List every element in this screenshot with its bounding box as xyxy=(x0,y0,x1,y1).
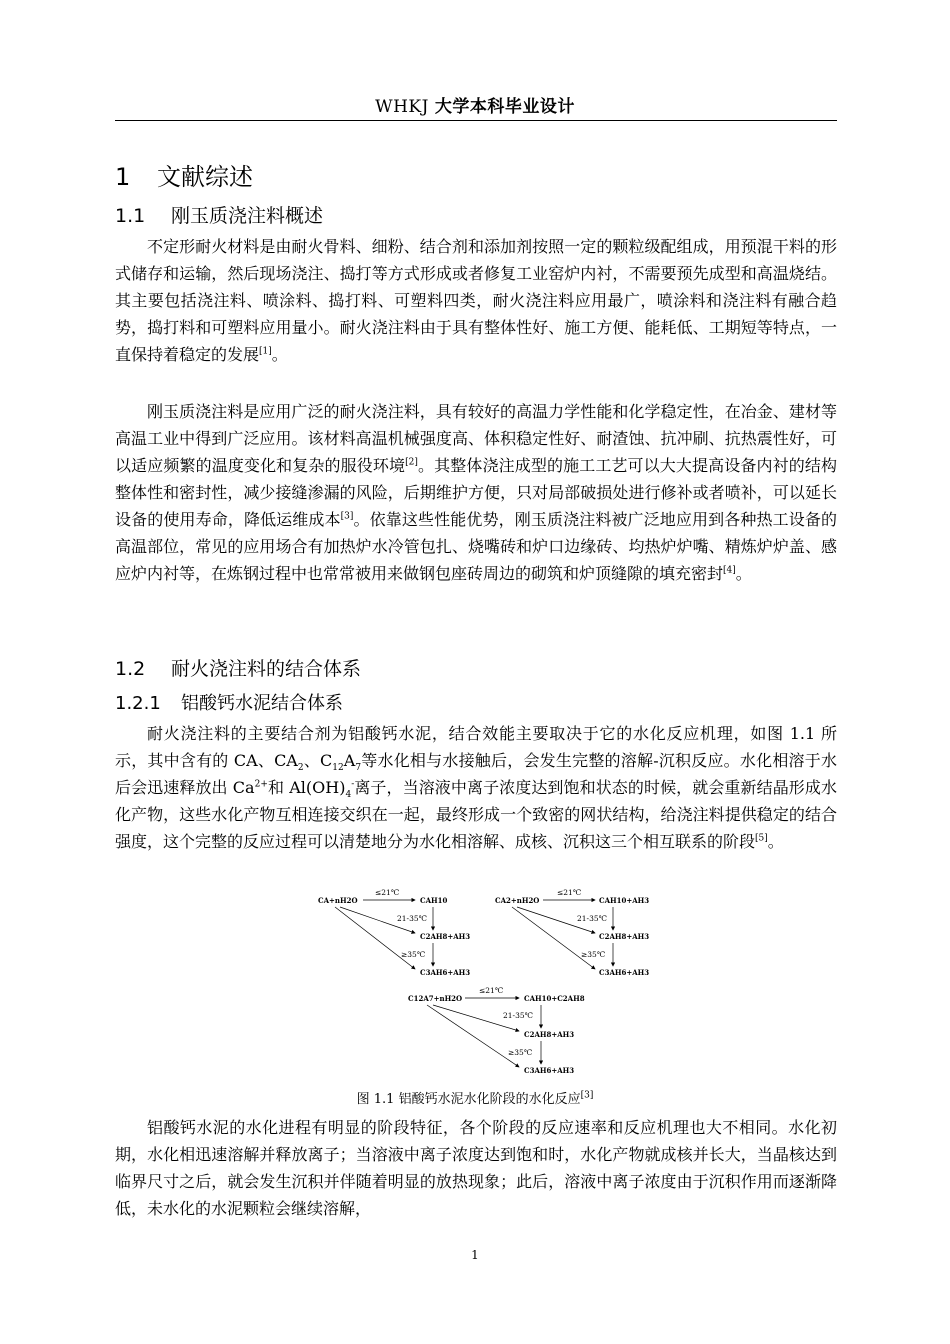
condition-label: ≥35℃ xyxy=(508,1048,533,1057)
header-rule xyxy=(115,120,837,121)
chapter-heading xyxy=(115,157,253,192)
page-header xyxy=(115,92,835,117)
paragraph-text: 铝酸钙水泥的水化进程有明显的阶段特征，各个阶段的反应速率和反应机理也大不相同。水化初期，水化相迅速溶解并释放离子；当溶液中离子浓度达到饱和时，水化产物就成核并长大，当晶核达到临界尺寸之后，就会发生沉积并伴随着明显的放热现象；此后，溶液中离子浓度由于沉积作用而逐渐降低，未水化的水泥颗粒会继续溶解， xyxy=(115,1118,837,1218)
reaction-1 xyxy=(318,888,470,977)
condition-label: 21-35℃ xyxy=(397,914,428,923)
citation: [3] xyxy=(340,511,354,522)
subscript: 12 xyxy=(332,763,344,774)
section-number: 1.1 xyxy=(115,205,146,227)
product-label: CAH10+AH3 xyxy=(599,896,650,905)
reaction-2 xyxy=(495,888,649,977)
paragraph-text: 刚玉质浇注料是应用广泛的耐火浇注料，具有较好的高温力学性能和化学稳定性，在冶金、建材等高温工业中得到广泛应用。该材料高温机械强度高、体积稳定性好、耐渣蚀、抗冲刷、抗热震性好，可以适应频繁的温度变化和复杂的服役环境 xyxy=(115,402,837,475)
section-number: 1.2 xyxy=(115,658,146,680)
subsection-heading-1-2-1 xyxy=(115,689,343,715)
reaction-3 xyxy=(408,986,585,1075)
paragraph-text: 、C xyxy=(303,751,333,770)
citation: [4] xyxy=(723,565,736,576)
paragraph-text: 。依靠这些性能优势，刚玉质浇注料被广泛地应用到各种热工设备的高温部位，常见的应用场合有加热炉水冷管包扎、烧嘴砖和炉口边缘砖、均热炉炉嘴、精炼炉炉盖、感应炉内衬等，在炼钢过程中也常常被用来做钢包座砖周边的砌筑和炉顶缝隙的填充密封 xyxy=(115,510,837,583)
reactant-label: C12A7+nH2O xyxy=(408,994,463,1003)
subscript: 4 xyxy=(345,790,352,801)
product-label: C2AH8+AH3 xyxy=(524,1030,575,1039)
product-label: C2AH8+AH3 xyxy=(420,932,471,941)
paragraph-3 xyxy=(115,720,837,855)
product-label: CAH10+C2AH8 xyxy=(524,994,585,1003)
section-title: 刚玉质浇注料概述 xyxy=(171,205,324,227)
paragraph-4 xyxy=(115,1114,837,1222)
paragraph-text: 。其整体浇注成型的施工工艺可以大大提高设备内衬的结构整体性和密封性，减少接缝渗漏的风险，后期维护方便，只对局部破损处进行修补或者喷补，可以延长设备的使用寿命，降低运维成本 xyxy=(115,456,837,529)
paragraph-text: 离子，当溶液中离子浓度达到饱和状态的时候，就会重新结晶形成水化产物，这些水化产物互相连接交织在一起，最终形成一个致密的网状结构，给浇注料提供稳定的结合强度，这个完整的反应过程可以清楚地分为水化相溶解、成核、沉积这三个相互联系的阶段 xyxy=(115,778,837,851)
condition-label: ≤21℃ xyxy=(557,888,582,897)
hydration-reaction-diagram xyxy=(305,886,650,1081)
condition-label: ≤21℃ xyxy=(375,888,400,897)
paragraph-2 xyxy=(115,398,837,587)
condition-label: ≥35℃ xyxy=(581,950,606,959)
paragraph-1 xyxy=(115,233,837,368)
paragraph-text: 耐火浇注料的主要结合剂为铝酸钙水泥，结合效能主要取决于它的水化反应机理，如图 1.1 所示，其中含有的 CA、CA xyxy=(115,724,837,770)
citation: [2] xyxy=(405,457,418,468)
subsection-number: 1.2.1 xyxy=(115,693,161,714)
superscript: 2+ xyxy=(254,779,268,790)
subsection-title: 铝酸钙水泥结合体系 xyxy=(181,693,343,714)
superscript: - xyxy=(351,779,355,790)
paragraph-end: 。 xyxy=(271,345,288,364)
paragraph-text: 不定形耐火材料是由耐火骨料、细粉、结合剂和添加剂按照一定的颗粒级配组成，用预混干料的形式储存和运输，然后现场浇注、捣打等方式形成或者修复工业窑炉内衬，不需要预先成型和高温烧结。其主要包括浇注料、喷涂料、捣打料、可塑料四类，耐火浇注料应用最广，喷涂料和浇注料有融合趋势，捣打料和可塑料应用量小。耐火浇注料由于具有整体性好、施工方便、能耗低、工期短等特点，一直保持着稳定的发展 xyxy=(115,237,837,364)
header-left: WHKJ xyxy=(375,97,429,117)
condition-label: ≤21℃ xyxy=(479,986,504,995)
chapter-title: 文献综述 xyxy=(157,163,253,191)
product-label: C3AH6+AH3 xyxy=(599,968,650,977)
reactant-label: CA2+nH2O xyxy=(495,896,540,905)
condition-label: 21-35℃ xyxy=(503,1011,534,1020)
caption-text: 图 1.1 铝酸钙水泥水化阶段的水化反应 xyxy=(356,1092,581,1107)
product-label: CAH10 xyxy=(420,896,448,905)
reactant-label: CA+nH2O xyxy=(318,896,358,905)
product-label: C2AH8+AH3 xyxy=(599,932,650,941)
subscript: 2 xyxy=(297,763,304,774)
paragraph-end: 。 xyxy=(767,832,784,851)
paragraph-end: 。 xyxy=(735,564,752,583)
subscript: 7 xyxy=(355,763,362,774)
citation: [5] xyxy=(755,833,768,844)
product-label: C3AH6+AH3 xyxy=(524,1066,575,1075)
chapter-number: 1 xyxy=(115,163,131,191)
paragraph-text: 和 Al(OH) xyxy=(267,778,346,797)
figure-caption xyxy=(115,1088,835,1107)
paragraph-text: 等水化相与水接触后，会发生完整的溶解-沉积反应。水化相溶于水后会迅速释放出 Ca xyxy=(115,751,837,797)
paragraph-text: A xyxy=(343,751,356,770)
citation: [1] xyxy=(259,346,272,357)
citation: [3] xyxy=(580,1090,594,1101)
header-right: 大学本科毕业设计 xyxy=(434,97,575,117)
condition-label: ≥35℃ xyxy=(401,950,426,959)
product-label: C3AH6+AH3 xyxy=(420,968,471,977)
section-heading-1-1 xyxy=(115,201,323,228)
section-heading-1-2 xyxy=(115,654,361,681)
page-number: 1 xyxy=(471,1248,479,1262)
section-title: 耐火浇注料的结合体系 xyxy=(171,658,362,680)
condition-label: 21-35℃ xyxy=(577,914,608,923)
